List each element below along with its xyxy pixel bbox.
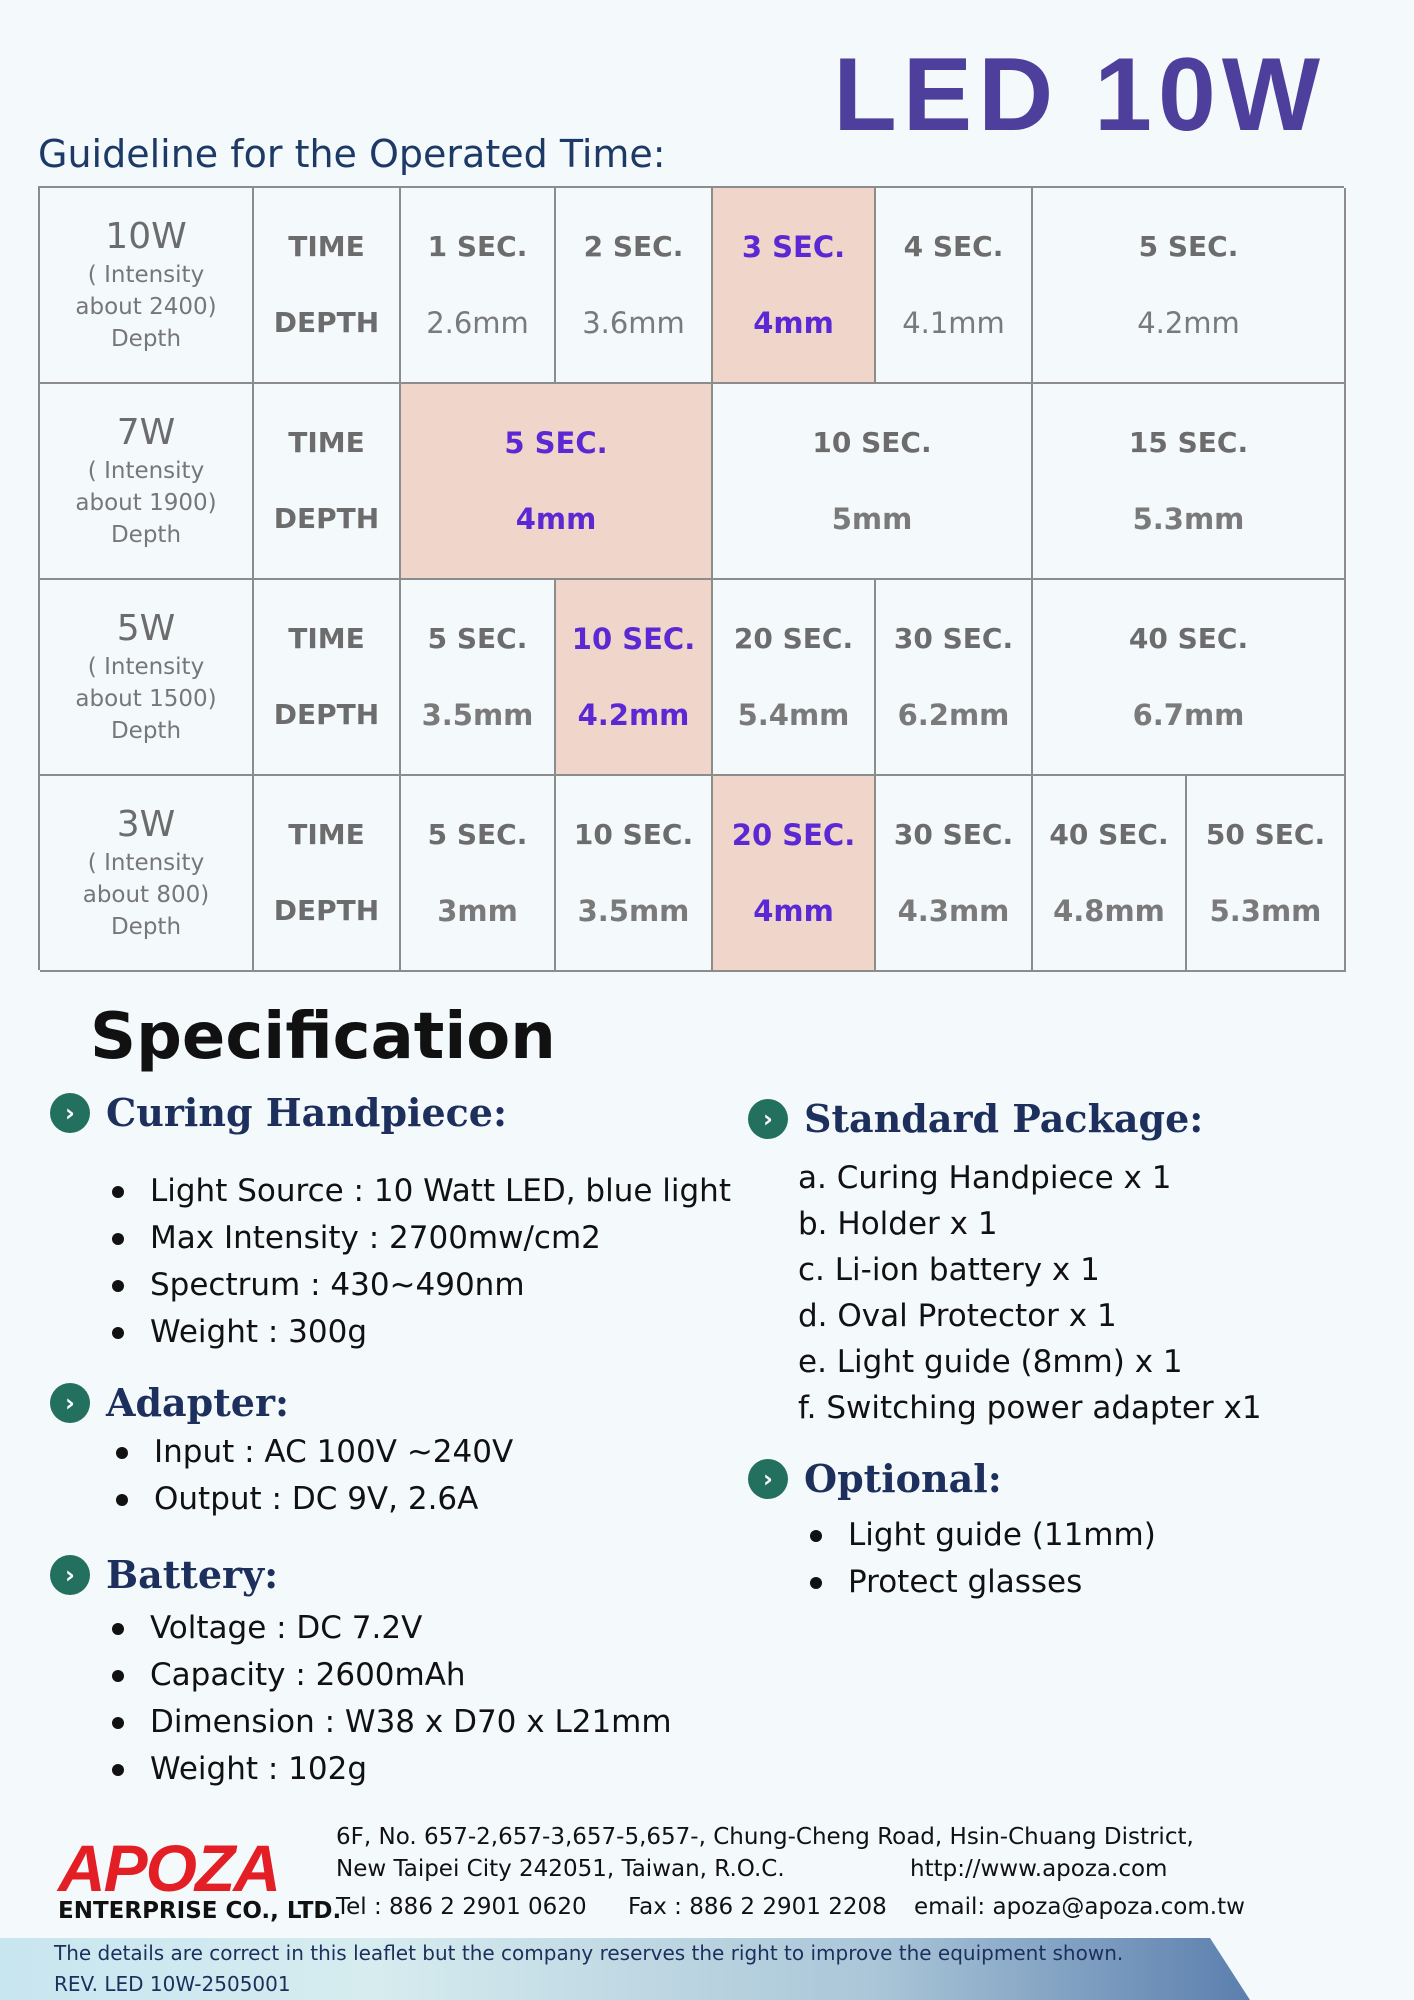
standard-package-list: [798, 1155, 1262, 1431]
time-cell: 1 SEC. 2.6mm: [401, 188, 556, 384]
battery-list: [112, 1605, 672, 1793]
curing-handpiece-list: [112, 1168, 731, 1356]
time-cell: 30 SEC. 6.2mm: [876, 580, 1033, 776]
disclaimer: The details are correct in this leaflet but the company reserves the right to improve the equipment shown.: [54, 1941, 1124, 1965]
time-cell: 30 SEC. 4.3mm: [876, 776, 1033, 972]
time-cell: 5 SEC. 3mm: [401, 776, 556, 972]
battery-heading: › Battery:: [50, 1552, 278, 1597]
company-name: ENTERPRISE CO., LTD.: [58, 1898, 342, 1924]
time-cell: 2 SEC. 3.6mm: [556, 188, 713, 384]
time-cell-highlighted: 20 SEC. 4mm: [713, 776, 876, 972]
list-item: Light guide (11mm): [810, 1512, 1156, 1559]
chevron-right-icon: ›: [50, 1093, 90, 1133]
apoza-logo: APOZA: [58, 1831, 279, 1905]
curing-handpiece-heading: › Curing Handpiece:: [50, 1090, 507, 1135]
row-label: TIME DEPTH: [254, 580, 401, 776]
email-link[interactable]: email: apoza@apoza.com.tw: [914, 1894, 1245, 1920]
time-cell: 40 SEC. 4.8mm: [1033, 776, 1187, 972]
optional-list: [810, 1512, 1156, 1606]
address-line-2: New Taipei City 242051, Taiwan, R.O.C.: [336, 1856, 785, 1882]
list-item: e. Light guide (8mm) x 1: [798, 1344, 1183, 1380]
list-item: b. Holder x 1: [798, 1206, 998, 1242]
list-item: Max Intensity : 2700mw/cm2: [112, 1215, 731, 1262]
list-item: d. Oval Protector x 1: [798, 1298, 1117, 1334]
row-header-10w: 10W ( Intensity about 2400) Depth: [40, 188, 254, 384]
chevron-right-icon: ›: [50, 1555, 90, 1595]
time-cell: 20 SEC. 5.4mm: [713, 580, 876, 776]
revision-code: REV. LED 10W-2505001: [54, 1972, 291, 1996]
website-link[interactable]: http://www.apoza.com: [910, 1856, 1168, 1882]
specification-title: Specification: [90, 1000, 556, 1074]
time-cell-highlighted: 10 SEC. 4.2mm: [556, 580, 713, 776]
list-item: Weight : 102g: [112, 1746, 672, 1793]
chevron-right-icon: ›: [748, 1459, 788, 1499]
list-item: Light Source : 10 Watt LED, blue light: [112, 1168, 731, 1215]
list-item: Output : DC 9V, 2.6A: [116, 1476, 513, 1523]
list-item: f. Switching power adapter x1: [798, 1390, 1262, 1426]
operated-time-table: [38, 186, 1344, 970]
list-item: Protect glasses: [810, 1559, 1156, 1606]
row-header-3w: 3W ( Intensity about 800) Depth: [40, 776, 254, 972]
time-cell: 4 SEC. 4.1mm: [876, 188, 1033, 384]
standard-package-heading: › Standard Package:: [748, 1096, 1203, 1141]
time-cell: 10 SEC. 5mm: [713, 384, 1033, 580]
chevron-right-icon: ›: [50, 1383, 90, 1423]
time-cell: 40 SEC. 6.7mm: [1033, 580, 1346, 776]
telephone: Tel : 886 2 2901 0620: [336, 1894, 587, 1920]
chevron-right-icon: ›: [748, 1099, 788, 1139]
address-line-1: 6F, No. 657-2,657-3,657-5,657-, Chung-Cheng Road, Hsin-Chuang District,: [336, 1824, 1194, 1850]
row-header-7w: 7W ( Intensity about 1900) Depth: [40, 384, 254, 580]
list-item: Input : AC 100V ~240V: [116, 1429, 513, 1476]
time-cell-highlighted: 5 SEC. 4mm: [401, 384, 713, 580]
time-cell-highlighted: 3 SEC. 4mm: [713, 188, 876, 384]
adapter-list: [116, 1429, 513, 1523]
time-cell: 10 SEC. 3.5mm: [556, 776, 713, 972]
list-item: Capacity : 2600mAh: [112, 1652, 672, 1699]
adapter-heading: › Adapter:: [50, 1380, 289, 1425]
list-item: c. Li-ion battery x 1: [798, 1252, 1100, 1288]
time-cell: 5 SEC. 3.5mm: [401, 580, 556, 776]
list-item: Weight : 300g: [112, 1309, 731, 1356]
time-cell: 50 SEC. 5.3mm: [1187, 776, 1346, 972]
row-label: TIME DEPTH: [254, 776, 401, 972]
row-label: TIME DEPTH: [254, 188, 401, 384]
page-title: LED 10W: [833, 37, 1326, 153]
row-label: TIME DEPTH: [254, 384, 401, 580]
list-item: Spectrum : 430~490nm: [112, 1262, 731, 1309]
row-header-5w: 5W ( Intensity about 1500) Depth: [40, 580, 254, 776]
optional-heading: › Optional:: [748, 1456, 1002, 1501]
guideline-heading: Guideline for the Operated Time:: [38, 132, 666, 176]
fax: Fax : 886 2 2901 2208: [628, 1894, 887, 1920]
list-item: Dimension : W38 x D70 x L21mm: [112, 1699, 672, 1746]
time-cell: 5 SEC. 4.2mm: [1033, 188, 1346, 384]
time-cell: 15 SEC. 5.3mm: [1033, 384, 1346, 580]
list-item: Voltage : DC 7.2V: [112, 1605, 672, 1652]
list-item: a. Curing Handpiece x 1: [798, 1160, 1172, 1196]
